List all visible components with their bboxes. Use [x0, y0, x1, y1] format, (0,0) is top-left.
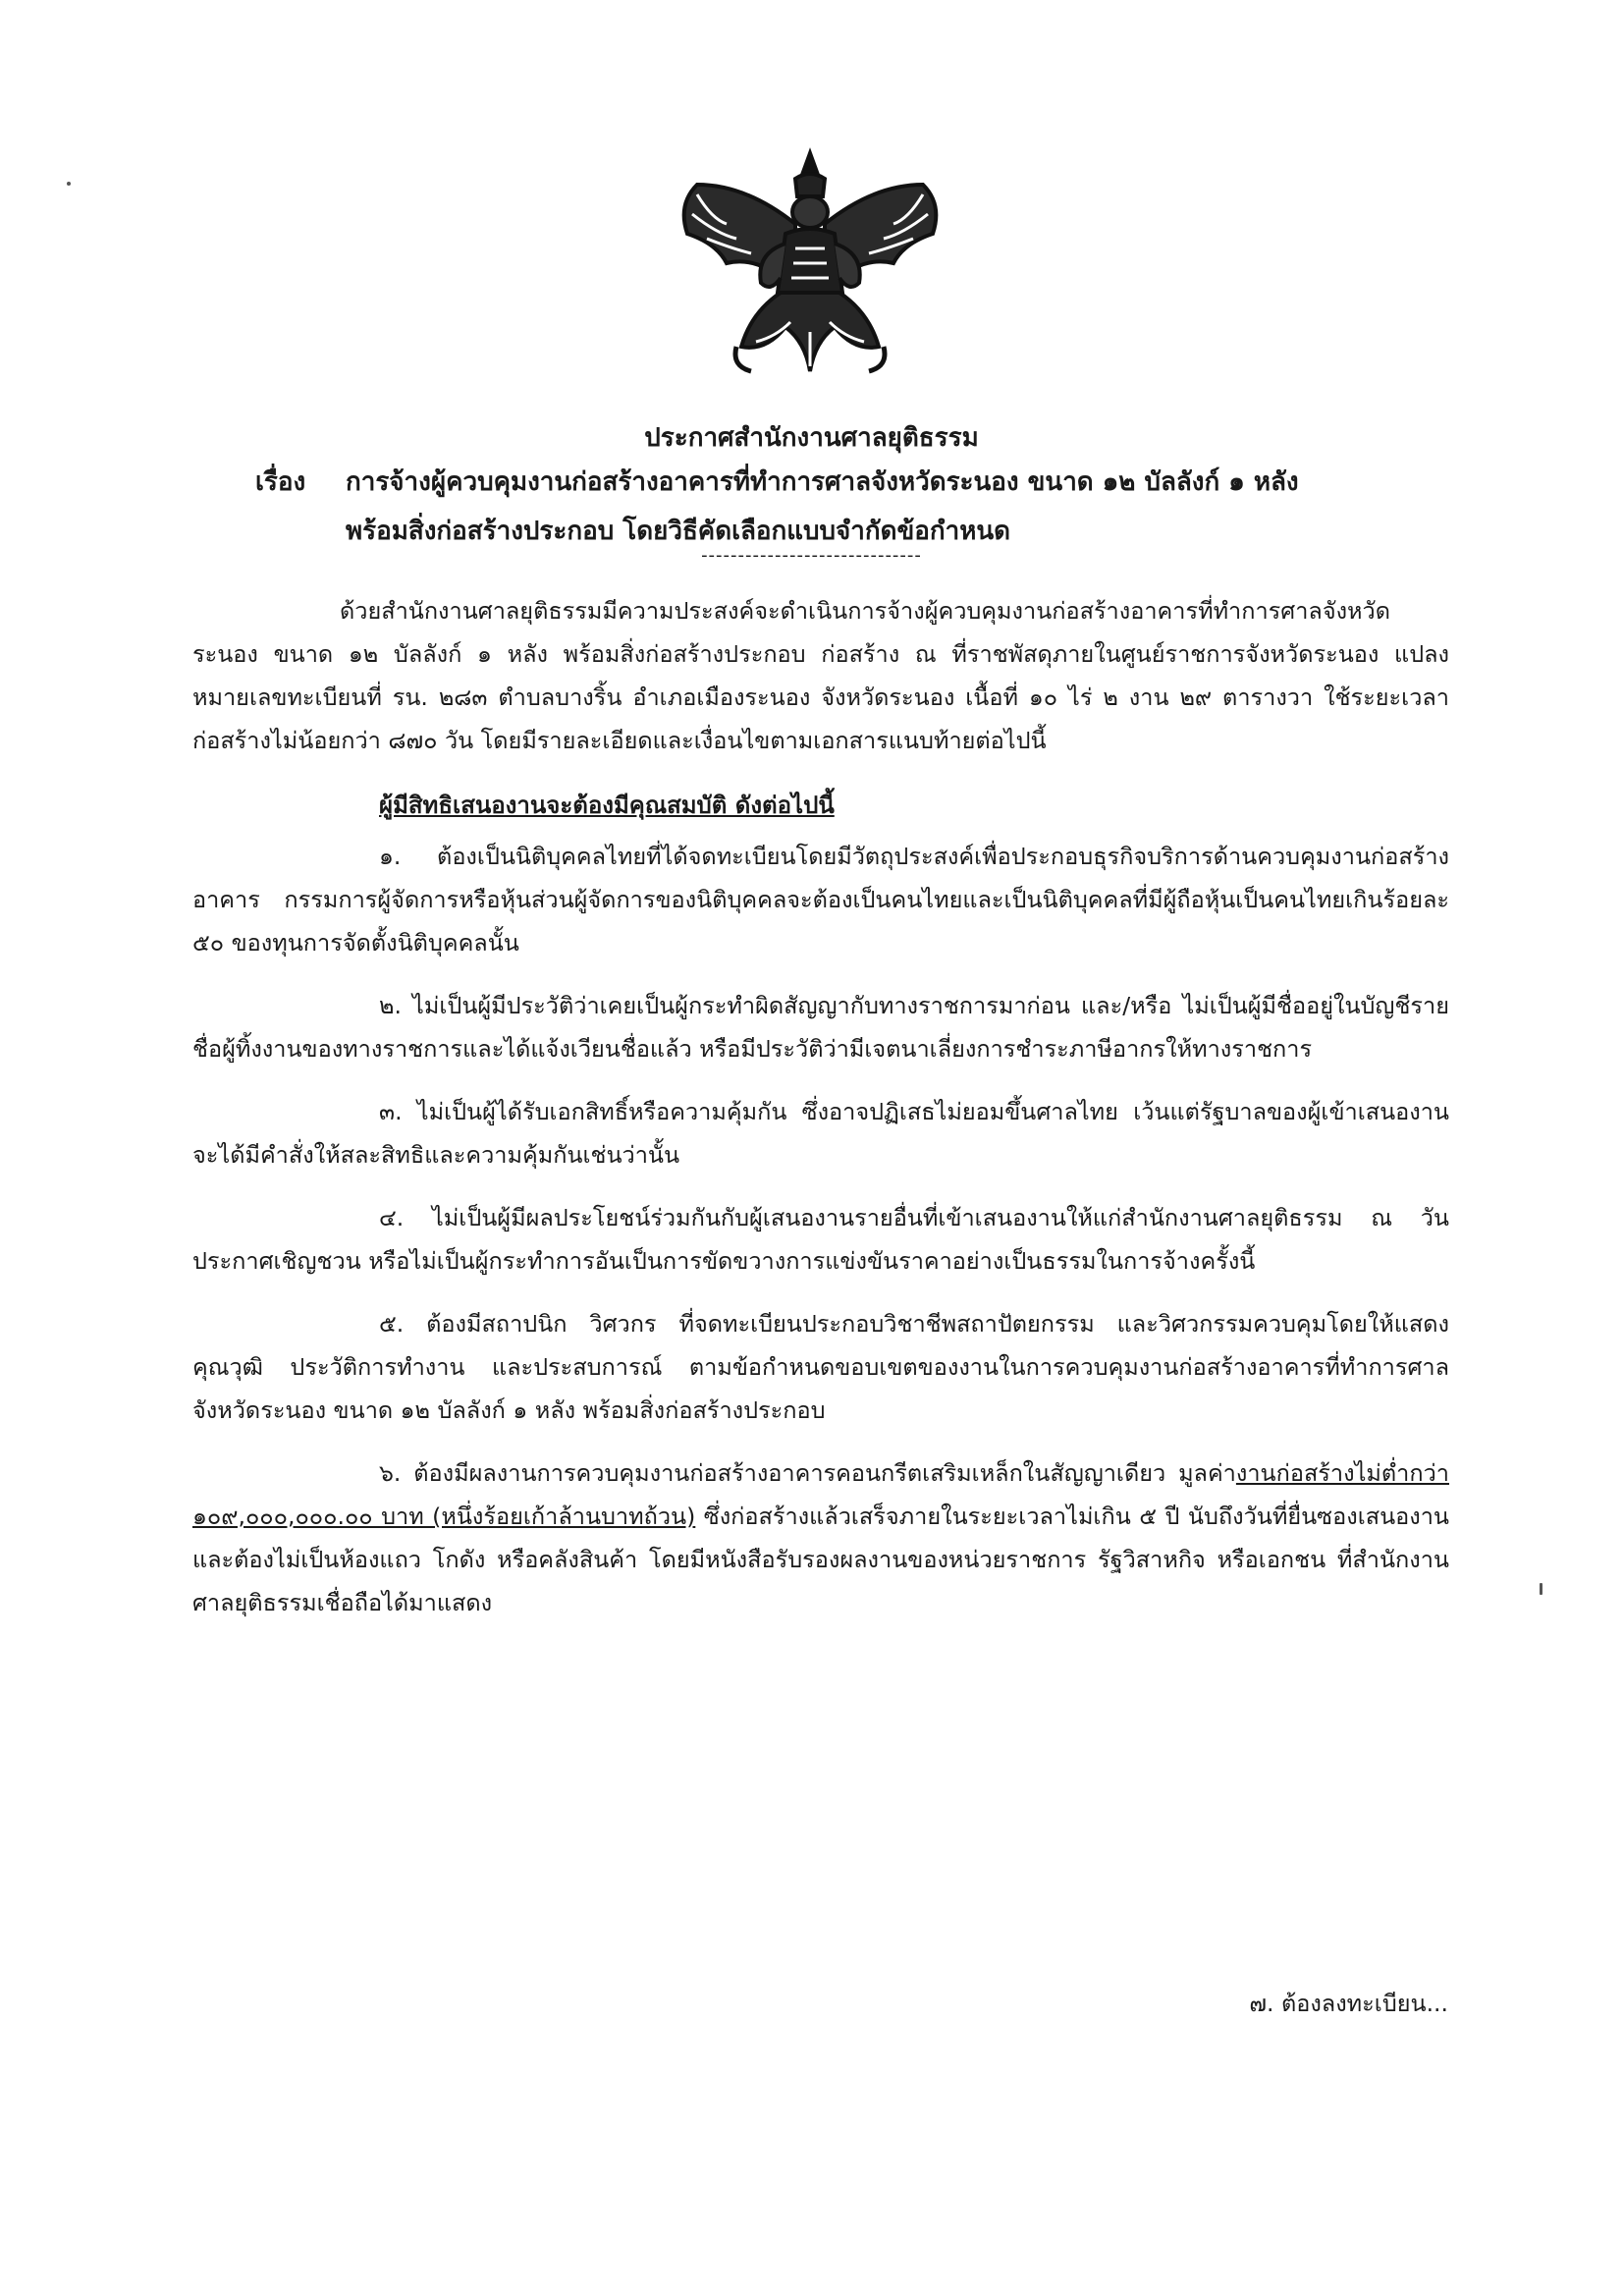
item6-suffix: ซึ่งก่อสร้างแล้วเสร็จภายในระยะเวลาไม่เกิน ๕ ปี นับถึงวันที่ยื่นซองเสนองาน และต้องไม่เป็นห้องแถว โกดัง หรือคลังสินค้า โดยมีหนังสือรับรองผลงานของหน่วยราชการ รัฐวิสาหกิจ หรือเอกชน ที่สำนักงานศาลยุติธรรมเชื่อถือได้มาแสดง [192, 1503, 1449, 1616]
intro-paragraph: ด้วยสำนักงานศาลยุติธรรมมีความประสงค์จะดำเนินการจ้างผู้ควบคุมงานก่อสร้างอาคารที่ทำการศาลจังหวัดระนอง ขนาด ๑๒ บัลลังก์ ๑ หลัง พร้อมสิ่งก่อสร้างประกอบ ก่อสร้าง ณ ที่ราชพัสดุภายในศูนย์ราชการจังหวัดระนอง แปลงหมายเลขทะเบียนที่ รน. ๒๘๓ ตำบลบางริ้น อำเภอเมืองระนอง จังหวัดระนอง เนื้อที่ ๑๐ ไร่ ๒ งาน ๒๙ ตารางวา ใช้ระยะเวลาก่อสร้างไม่น้อยกว่า ๘๗๐ วัน โดยมีรายละเอียดและเงื่อนไขตามเอกสารแนบท้ายต่อไปนี้ [192, 597, 1449, 754]
subject-label: เรื่อง [255, 467, 306, 497]
subject-line-1: การจ้างผู้ควบคุมงานก่อสร้างอาคารที่ทำการศาลจังหวัดระนอง ขนาด ๑๒ บัลลังก์ ๑ หลัง [346, 467, 1299, 497]
announcement-title: ประกาศสำนักงานศาลยุติธรรม [644, 423, 979, 453]
document-body [192, 589, 1449, 1644]
garuda-emblem-graphic [658, 145, 962, 391]
continuation-note: ๗. ต้องลงทะเบียน... [1249, 1990, 1448, 2017]
subject-line-2: พร้อมสิ่งก่อสร้างประกอบ โดยวิธีคัดเลือกแบบจำกัดข้อกำหนด [346, 517, 1011, 546]
scan-speck [1540, 1583, 1542, 1595]
qualification-item: ๔. ไม่เป็นผู้มีผลประโยชน์ร่วมกันกับผู้เสนองานรายอื่นที่เข้าเสนองานให้แก่สำนักงานศาลยุติธรรม ณ วันประกาศเชิญชวน หรือไม่เป็นผู้กระทำการอันเป็นการขัดขวางการแข่งขันราคาอย่างเป็นธรรมในการจ้างครั้งนี้ [192, 1204, 1449, 1275]
garuda-emblem [658, 145, 962, 391]
divider-line: ------------------------------ [701, 545, 922, 566]
qualifications-heading: ผู้มีสิทธิเสนองานจะต้องมีคุณสมบัติ ดังต่อไปนี้ [379, 792, 835, 819]
qualification-item: ๓. ไม่เป็นผู้ได้รับเอกสิทธิ์หรือความคุ้มกัน ซึ่งอาจปฏิเสธไม่ยอมขึ้นศาลไทย เว้นแต่รัฐบาลของผู้เข้าเสนองานจะได้มีคำสั่งให้สละสิทธิและความคุ้มกันเช่นว่านั้น [192, 1098, 1449, 1169]
item6-prefix: ๖. ต้องมีผลงานการควบคุมงานก่อสร้างอาคารคอนกรีตเสริมเหล็กในสัญญาเดียว มูลค่า [379, 1459, 1236, 1487]
qualification-item: ๒. ไม่เป็นผู้มีประวัติว่าเคยเป็นผู้กระทำผิดสัญญากับทางราชการมาก่อน และ/หรือ ไม่เป็นผู้มีชื่ออยู่ในบัญชีรายชื่อผู้ทิ้งงานของทางราชการและได้แจ้งเวียนชื่อแล้ว หรือมีประวัติว่ามีเจตนาเลี่ยงการชำระภาษีอากรให้ทางราชการ [192, 992, 1449, 1063]
qualification-item-6 [192, 1451, 1449, 1624]
qualification-item: ๑. ต้องเป็นนิติบุคคลไทยที่ได้จดทะเบียนโดยมีวัตถุประสงค์เพื่อประกอบธุรกิจบริการด้านควบคุมงานก่อสร้างอาคาร กรรมการผู้จัดการหรือหุ้นส่วนผู้จัดการของนิติบุคคลจะต้องเป็นคนไทยและเป็นนิติบุคคลที่มีผู้ถือหุ้นเป็นคนไทยเกินร้อยละ ๕๐ ของทุนการจัดตั้งนิติบุคคลนั้น [192, 843, 1449, 957]
item6-value-underlined: งานก่อสร้างไม่ต่ำกว่า ๑๐๙,๐๐๐,๐๐๐.๐๐ บาท (หนึ่งร้อยเก้าล้านบาทถ้วน) [192, 1459, 1449, 1530]
qualification-item: ๕. ต้องมีสถาปนิก วิศวกร ที่จดทะเบียนประกอบวิชาชีพสถาปัตยกรรม และวิศวกรรมควบคุมโดยให้แสดงคุณวุฒิ ประวัติการทำงาน และประสบการณ์ ตามข้อกำหนดขอบเขตของงานในการควบคุมงานก่อสร้างอาคารที่ทำการศาลจังหวัดระนอง ขนาด ๑๒ บัลลังก์ ๑ หลัง พร้อมสิ่งก่อสร้างประกอบ [192, 1310, 1449, 1424]
scan-speck [67, 182, 71, 186]
